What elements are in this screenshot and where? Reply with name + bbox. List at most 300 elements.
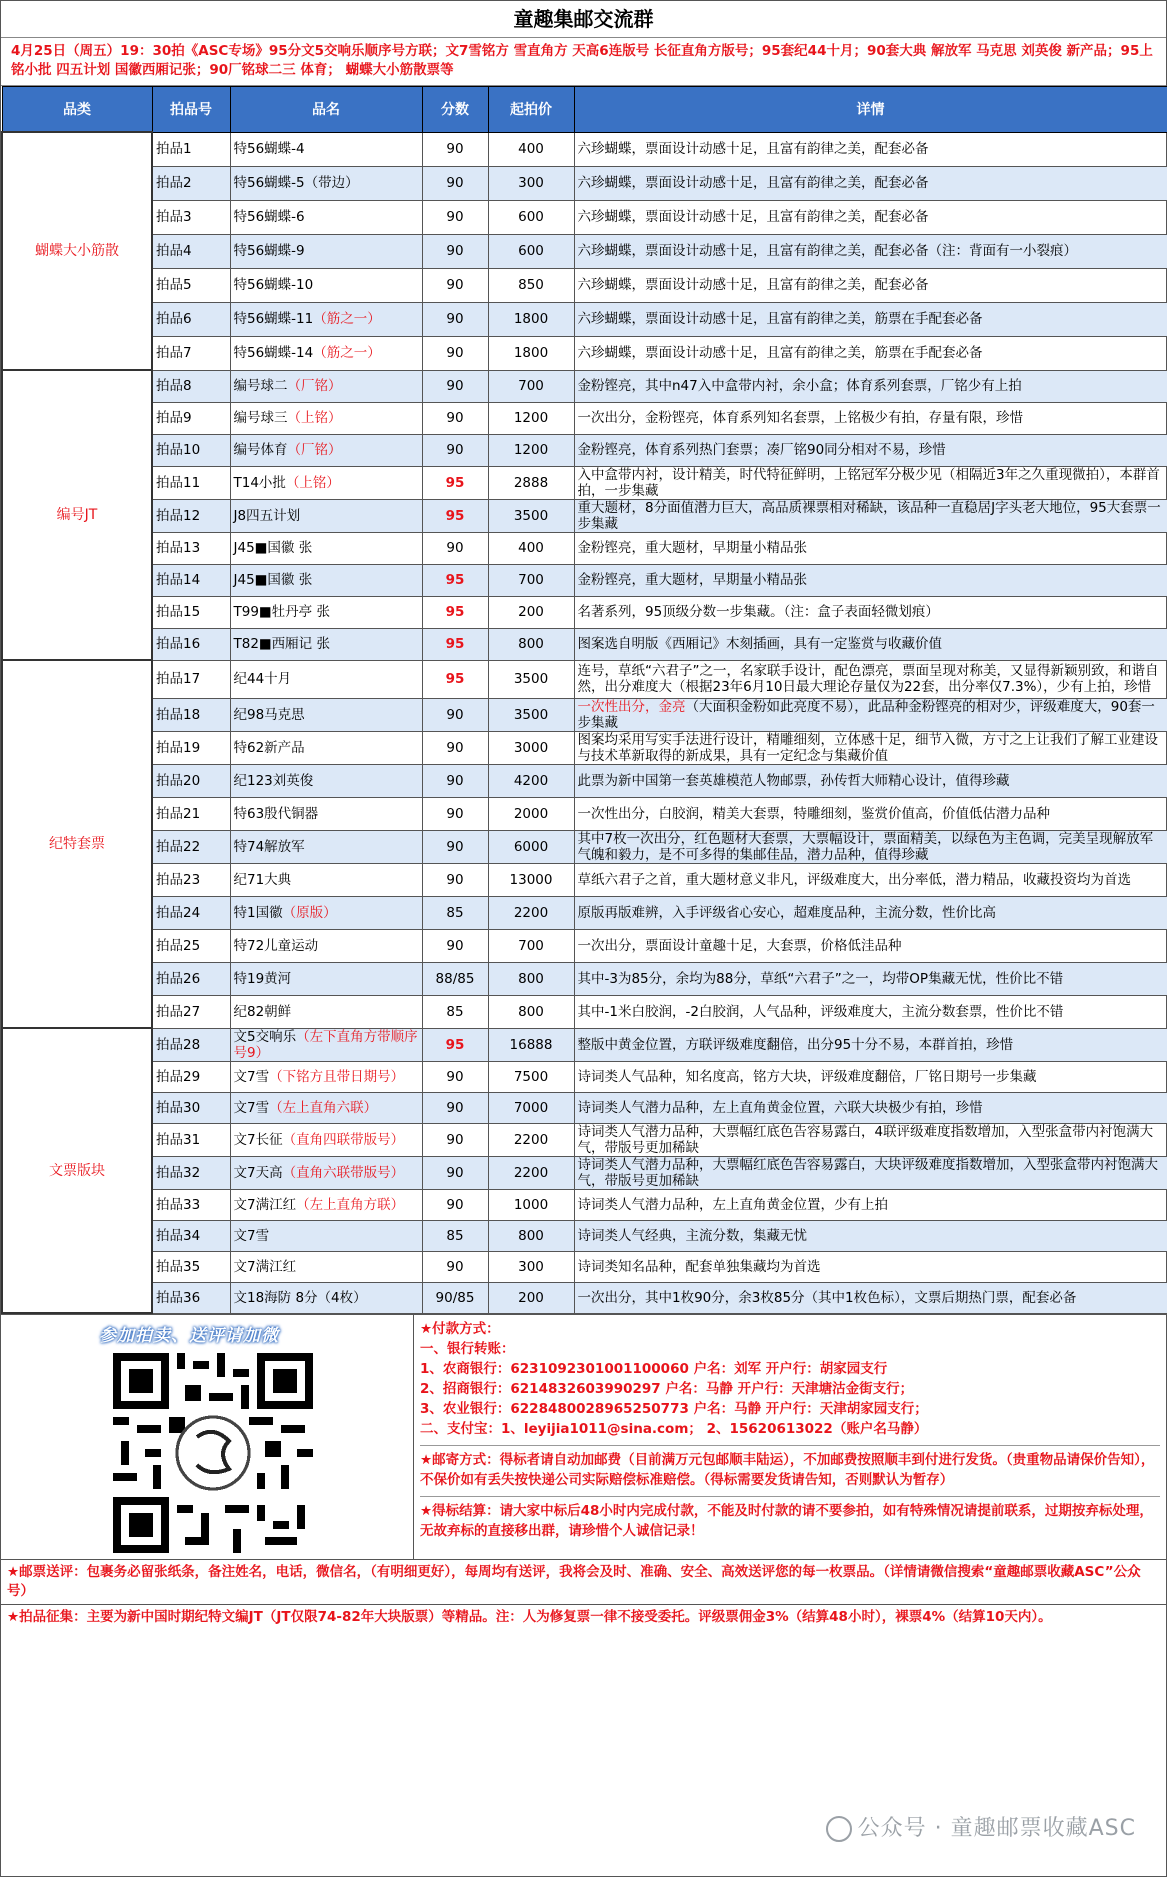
item-detail [574,863,1167,896]
watermark [826,1811,1136,1842]
score: 90 [422,302,488,336]
item-name [230,1028,422,1061]
starting-price: 1200 [488,434,574,466]
score: 90 [422,698,488,731]
item-detail [574,564,1167,596]
item-detail [574,797,1167,830]
score: 95 [422,660,488,698]
item-detail-text: 整版中黄金位置，方联评级难度翻倍，出分95十分不易，本群首拍，珍惜 [577,1036,1014,1053]
item-detail [574,336,1167,370]
score: 90 [422,797,488,830]
item-name [230,466,422,499]
item-name-text: 特56蝴蝶-5（带边） [233,175,359,191]
item-name [230,234,422,268]
score: 95 [422,1028,488,1061]
item-name-text: 文18海防 8分（4枚） [233,1289,367,1306]
item-detail [574,1092,1167,1123]
item-name-note: （下铭方且带日期号） [269,1068,405,1085]
score: 90 [422,434,488,466]
table-row [2,962,1167,995]
item-name [230,370,422,402]
item-detail [574,698,1167,731]
shipping-info: ★邮寄方式：得标者请自动加邮费（目前满万元包邮顺丰陆运），不加邮费按照顺丰到付进行发货。（贵重物品请保价告知），不保价如有丢失按快递公司实际赔偿标准赔偿。（得标需要发货请告知，否则默认为暂存） [420,1450,1160,1497]
lot-number: 拍品6 [152,302,230,336]
item-name-text: 纪98马克思 [233,706,305,723]
table-row [2,1028,1167,1061]
score: 90 [422,1123,488,1156]
item-detail [574,532,1167,564]
item-detail-text: 诗词类人气潜力品种，大票幅红底色告容易露白，4联评级难度指数增加，入型张盒带内衬饱满大气，带版号更加稀缺 [577,1123,1154,1156]
lot-number: 拍品10 [152,434,230,466]
item-name-text: 文7满江红 [233,1258,297,1275]
item-detail [574,1189,1167,1220]
starting-price: 800 [488,628,574,660]
score: 95 [422,596,488,628]
starting-price: 2888 [488,466,574,499]
table-row [2,1061,1167,1092]
item-name [230,532,422,564]
item-name-text: T99■牡丹亭 张 [233,604,330,620]
table-row [2,698,1167,731]
starting-price: 700 [488,929,574,962]
item-name [230,564,422,596]
item-name-text: 特56蝴蝶-10 [233,277,314,293]
item-detail [574,1251,1167,1282]
item-detail [574,402,1167,434]
item-detail-text: 一次出分，其中1枚90分，余3枚85分（其中1枚色标），文票后期热门票，配套必备 [577,1289,1077,1306]
lot-number: 拍品28 [152,1028,230,1061]
item-detail-text: （大面积金粉如此亮度不易），此品种金粉铿亮的相对少，评级难度大，90套一步集藏 [577,698,1155,731]
item-name-text: 文7满江红 [233,1196,297,1213]
lot-number: 拍品13 [152,532,230,564]
item-name [230,499,422,532]
item-detail-text: 六珍蝴蝶，票面设计动感十足，且富有韵律之美，配套必备 [577,209,929,225]
score: 90 [422,336,488,370]
header-score: 分数 [422,87,488,133]
score: 90 [422,370,488,402]
table-row [2,929,1167,962]
lot-number: 拍品35 [152,1251,230,1282]
item-detail-text: 金粉铿亮，体育系列热门套票；凑厂铭90同分相对不易，珍惜 [577,442,946,458]
item-detail-text: 重大题材，8分面值潜力巨大，高品质裸票相对稀缺，该品种一直稳居J字头老大地位，95大套票一步集藏 [577,499,1161,532]
item-detail [574,132,1167,166]
item-name-note: （左下直角方带顺序号9） [233,1028,418,1061]
table-row [2,370,1167,402]
item-name [230,1220,422,1251]
lot-number: 拍品5 [152,268,230,302]
score: 90 [422,764,488,797]
item-name [230,166,422,200]
starting-price: 700 [488,370,574,402]
item-detail [574,302,1167,336]
category-cell: 文票版块 [2,1028,152,1313]
item-detail-text: 一次出分，票面设计童趣十足，大套票，价格低洼品种 [577,937,902,954]
item-detail-text: 诗词类人气经典，主流分数，集藏无忧 [577,1227,807,1244]
starting-price: 800 [488,995,574,1028]
score: 90 [422,166,488,200]
item-name [230,764,422,797]
table-row [2,1189,1167,1220]
item-detail [574,166,1167,200]
header-name: 品名 [230,87,422,133]
score: 90 [422,1092,488,1123]
score: 90 [422,1189,488,1220]
item-detail [574,764,1167,797]
item-detail-text: 原版再版难辨，入手评级省心安心，超难度品种，主流分数，性价比高 [577,904,996,921]
item-detail [574,896,1167,929]
item-detail-text: 一次性出分，白胶润，精美大套票，特雕细刻，鉴赏价值高，价值低估潜力品种 [577,805,1050,822]
item-name [230,698,422,731]
item-detail-text: 六珍蝴蝶，票面设计动感十足，且富有韵律之美，配套必备（注：背面有一小裂痕） [577,243,1077,259]
item-name-note: （筋之一） [313,311,381,327]
item-detail-text: 六珍蝴蝶，票面设计动感十足，且富有韵律之美，筋票在手配套必备 [577,345,983,361]
table-row [2,564,1167,596]
item-name-text: 特72儿童运动 [233,937,319,954]
starting-price: 800 [488,962,574,995]
table-row [2,166,1167,200]
starting-price: 200 [488,596,574,628]
item-name [230,1123,422,1156]
item-detail [574,499,1167,532]
qr-code-icon [93,1353,333,1553]
item-detail [574,268,1167,302]
table-row [2,402,1167,434]
item-name-text: J45■国徽 张 [233,540,313,556]
payment-info [414,1315,1166,1559]
header-detail: 详情 [574,87,1167,133]
starting-price: 6000 [488,830,574,863]
lot-number: 拍品4 [152,234,230,268]
page-title: 童趣集邮交流群 [1,1,1166,38]
starting-price: 1200 [488,402,574,434]
item-name-text: 编号球二 [233,378,288,394]
item-name-text: T82■西厢记 张 [233,636,330,652]
item-detail [574,830,1167,863]
item-detail [574,466,1167,499]
auction-subtitle: 4月25日（周五）19：30拍《ASC专场》95分文5交响乐顺序号方联；文7雪铭方 雪直角方 天高6连版号 长征直角方版号；95套纪44十月；90套大典 解放军 马克思 刘英俊 新产品；95上铭小批 四五计划 国徽西厢记张；90厂铭球二三 体育； 蝴蝶大小筋散票等 [1,38,1166,86]
lot-number: 拍品17 [152,660,230,698]
starting-price: 2200 [488,1156,574,1189]
starting-price: 600 [488,234,574,268]
item-name-text: T14小批 [233,474,286,491]
item-detail [574,929,1167,962]
table-row [2,596,1167,628]
item-name-note: （上铭） [287,410,342,426]
item-name [230,268,422,302]
score: 90/85 [422,1282,488,1313]
starting-price: 4200 [488,764,574,797]
item-detail-text: 图案均采用写实手法进行设计，精雕细刻，立体感十足，细节入微，方寸之上让我们了解工业建设与技术革新取得的新成果，具有一定纪念与集藏价值 [577,731,1158,764]
lot-number: 拍品21 [152,797,230,830]
item-name-text: 编号球三 [233,410,288,426]
item-name [230,434,422,466]
item-name-text: 文7长征 [233,1131,283,1148]
item-detail [574,628,1167,660]
score: 90 [422,402,488,434]
table-row [2,268,1167,302]
payment-block [420,1319,1160,1446]
item-name [230,962,422,995]
lot-number: 拍品33 [152,1189,230,1220]
item-name-text: 特62新产品 [233,739,305,756]
item-name-text: 纪123刘英俊 [233,772,314,789]
starting-price: 3000 [488,731,574,764]
lot-number: 拍品9 [152,402,230,434]
table-row [2,764,1167,797]
lot-number: 拍品32 [152,1156,230,1189]
item-detail [574,434,1167,466]
lot-number: 拍品8 [152,370,230,402]
item-name-text: 编号体育 [233,442,288,458]
item-name [230,929,422,962]
score: 90 [422,268,488,302]
item-detail-text: 诗词类人气潜力品种，大票幅红底色告容易露白，大块评级难度指数增加，入型张盒带内衬饱满大气，带版号更加稀缺 [577,1156,1158,1189]
table-row [2,466,1167,499]
starting-price: 600 [488,200,574,234]
item-name-text: 特74解放军 [233,838,305,855]
item-name [230,863,422,896]
header-category: 品类 [2,87,152,133]
item-detail [574,995,1167,1028]
table-row [2,830,1167,863]
item-name [230,797,422,830]
score: 90 [422,863,488,896]
lot-number: 拍品26 [152,962,230,995]
table-row [2,797,1167,830]
appraisal-notice: ★邮票送评：包裹务必留张纸条，备注姓名，电话，微信名，（有明细更好），每周均有送评，我将会及时、准确、安全、高效送评您的每一枚票品。（详情请微信搜索“童趣邮票收藏ASC”公众号） [1,1559,1166,1604]
item-name [230,995,422,1028]
table-row [2,499,1167,532]
lot-number: 拍品12 [152,499,230,532]
table-row [2,731,1167,764]
item-detail-text: 金粉铿亮，重大题材，早期量小精品张 [577,540,807,556]
item-name [230,302,422,336]
starting-price: 7000 [488,1092,574,1123]
lot-number: 拍品29 [152,1061,230,1092]
item-name-text: 特63殷代铜器 [233,805,319,822]
score: 90 [422,532,488,564]
score: 90 [422,234,488,268]
payment-heading: ★付款方式： [420,1321,500,1337]
item-name [230,1156,422,1189]
bank-account-3: 3、农业银行：6228480028965250773 户名：马静 开户行：天津胡家园支行； [420,1401,928,1417]
header-lot: 拍品号 [152,87,230,133]
item-name-text: J45■国徽 张 [233,572,313,588]
starting-price: 16888 [488,1028,574,1061]
item-name [230,1282,422,1313]
item-detail-text: 图案选自明版《西厢记》木刻插画，具有一定鉴赏与收藏价值 [577,636,942,652]
score: 95 [422,628,488,660]
starting-price: 2200 [488,1123,574,1156]
lot-number: 拍品3 [152,200,230,234]
item-detail [574,596,1167,628]
item-detail-text: 六珍蝴蝶，票面设计动感十足，且富有韵律之美，配套必备 [577,277,929,293]
item-detail [574,1220,1167,1251]
item-name [230,1251,422,1282]
score: 90 [422,200,488,234]
item-name-note: （直角四联带版号） [282,1131,405,1148]
item-detail-text: 名著系列，95顶级分数一步集藏。（注：盒子表面轻微划痕） [577,604,939,620]
item-name [230,1061,422,1092]
lot-number: 拍品23 [152,863,230,896]
lots-table [1,86,1167,1314]
item-detail-text: 六珍蝴蝶，票面设计动感十足，且富有韵律之美，配套必备 [577,141,929,157]
item-name [230,200,422,234]
item-name-note: （左上直角六联） [269,1099,378,1116]
starting-price: 1800 [488,336,574,370]
lot-number: 拍品20 [152,764,230,797]
table-row [2,995,1167,1028]
table-row [2,1092,1167,1123]
starting-price: 1800 [488,302,574,336]
item-name [230,896,422,929]
lot-number: 拍品34 [152,1220,230,1251]
table-row [2,132,1167,166]
item-detail-text: 金粉铿亮，重大题材，早期量小精品张 [577,572,807,588]
score: 90 [422,830,488,863]
starting-price: 700 [488,564,574,596]
item-detail-highlight: 一次性出分，金亮 [577,698,686,715]
footer [1,1314,1166,1559]
item-name-text: 特56蝴蝶-11 [233,311,314,327]
lot-number: 拍品1 [152,132,230,166]
item-name-note: （原版） [282,904,337,921]
item-detail-text: 六珍蝴蝶，票面设计动感十足，且富有韵律之美，配套必备 [577,175,929,191]
table-row [2,532,1167,564]
table-row [2,302,1167,336]
item-name-text: 文7雪 [233,1068,270,1085]
category-cell: 编号JT [2,370,152,660]
item-name-text: 纪44十月 [233,671,292,687]
lot-number: 拍品22 [152,830,230,863]
item-name-note: （直角六联带版号） [282,1164,405,1181]
lot-number: 拍品27 [152,995,230,1028]
item-name-text: 特1国徽 [233,904,283,921]
table-header [2,87,1167,133]
item-name-text: 特56蝴蝶-4 [233,141,305,157]
bank-account-2: 2、招商银行：6214832603990297 户名：马静 开户行：天津塘沽金街支行； [420,1381,914,1397]
starting-price: 3500 [488,499,574,532]
lot-number: 拍品7 [152,336,230,370]
item-detail [574,1123,1167,1156]
category-cell: 蝴蝶大小筋散 [2,132,152,370]
lot-number: 拍品31 [152,1123,230,1156]
item-name [230,830,422,863]
item-detail-text: 入中盒带内衬，设计精美，时代特征鲜明，上铭冠军分极少见（相隔近3年之久重现微拍），本群首拍，一步集藏 [577,466,1160,499]
starting-price: 7500 [488,1061,574,1092]
item-name-note: （厂铭） [287,442,342,458]
item-detail-text: 其中-3为85分，余均为88分，草纸“六君子”之一，均带OP集藏无忧，性价比不错 [577,970,1064,987]
score: 85 [422,896,488,929]
item-detail-text: 草纸六君子之首，重大题材意义非凡，评级难度大，出分率低，潜力精品，收藏投资均为首选 [577,871,1131,888]
score: 85 [422,995,488,1028]
item-detail-text: 诗词类人气潜力品种，左上直角黄金位置，少有上拍 [577,1196,888,1213]
item-detail-text: 金粉铿亮，其中n47入中盒带内衬，余小盒；体育系列套票，厂铭少有上拍 [577,378,1022,394]
qr-caption: 参加拍卖、送评请加微 [99,1326,279,1346]
lot-number: 拍品25 [152,929,230,962]
qr-section [1,1315,414,1559]
item-name-text: 特56蝴蝶-14 [233,345,314,361]
lot-number: 拍品24 [152,896,230,929]
table-row [2,1220,1167,1251]
item-name [230,660,422,698]
table-row [2,1156,1167,1189]
starting-price: 3500 [488,660,574,698]
collection-notice: ★拍品征集：主要为新中国时期纪特文编JT（JT仅限74-82年大块版票）等精品。注：人为修复票一律不接受委托。评级票佣金3%（结算48小时），裸票4%（结算10天内）。 [1,1604,1166,1630]
item-detail-text: 其中-1米白胶润，-2白胶润，人气品种，评级难度大，主流分数套票，性价比不错 [577,1003,1064,1020]
item-name [230,596,422,628]
lot-number: 拍品11 [152,466,230,499]
item-name-note: （厂铭） [287,378,342,394]
item-name [230,402,422,434]
score: 90 [422,929,488,962]
starting-price: 200 [488,1282,574,1313]
score: 88/85 [422,962,488,995]
item-detail-text: 诗词类人气潜力品种，左上直角黄金位置，六联大块极少有拍，珍惜 [577,1099,983,1116]
bank-heading: 一、银行转账： [420,1341,515,1357]
item-name-text: J8四五计划 [233,507,301,524]
score: 85 [422,1220,488,1251]
starting-price: 850 [488,268,574,302]
item-detail [574,660,1167,698]
lot-number: 拍品2 [152,166,230,200]
item-detail [574,1156,1167,1189]
item-name [230,132,422,166]
item-detail-text: 一次出分，金粉铿亮，体育系列知名套票，上铭极少有拍，存量有限，珍惜 [577,410,1023,426]
alipay-info: 二、支付宝：1、leyijia1011@sina.com； 2、15620613022（账户名马静） [420,1421,928,1437]
item-name-text: 文7天高 [233,1164,283,1181]
score: 95 [422,466,488,499]
item-detail [574,962,1167,995]
lot-number: 拍品19 [152,731,230,764]
item-name [230,336,422,370]
table-row [2,660,1167,698]
item-name [230,628,422,660]
bank-account-1: 1、农商银行：6231092301001100060 户名：刘军 开户行：胡家园支行 [420,1361,888,1377]
category-cell: 纪特套票 [2,660,152,1028]
starting-price: 800 [488,1220,574,1251]
score: 95 [422,499,488,532]
score: 90 [422,1061,488,1092]
item-name-text: 文5交响乐 [233,1028,297,1045]
starting-price: 1000 [488,1189,574,1220]
item-name-text: 文7雪 [233,1099,270,1116]
starting-price: 300 [488,166,574,200]
item-name-text: 特19黄河 [233,970,292,987]
item-detail-text: 诗词类知名品种，配套单独集藏均为首选 [577,1258,821,1275]
item-detail [574,731,1167,764]
header-price: 起拍价 [488,87,574,133]
table-row [2,628,1167,660]
item-name [230,731,422,764]
score: 95 [422,564,488,596]
item-detail-text: 六珍蝴蝶，票面设计动感十足，且富有韵律之美，筋票在手配套必备 [577,311,983,327]
item-detail [574,200,1167,234]
item-name-note: （上铭） [285,474,340,491]
settlement-info: ★得标结算：请大家中标后48小时内完成付款，不能及时付款的请不要参拍，如有特殊情况请提前联系，过期按弃标处理，无故弃标的直接移出群，请珍惜个人诚信记录！ [420,1503,1153,1539]
item-detail [574,370,1167,402]
score: 90 [422,1251,488,1282]
starting-price: 400 [488,532,574,564]
item-detail [574,234,1167,268]
table-row [2,234,1167,268]
starting-price: 3500 [488,698,574,731]
item-detail [574,1028,1167,1061]
starting-price: 2200 [488,896,574,929]
table-row [2,336,1167,370]
item-detail-text: 此票为新中国第一套英雄模范人物邮票，孙传哲大师精心设计，值得珍藏 [577,772,1010,789]
starting-price: 13000 [488,863,574,896]
